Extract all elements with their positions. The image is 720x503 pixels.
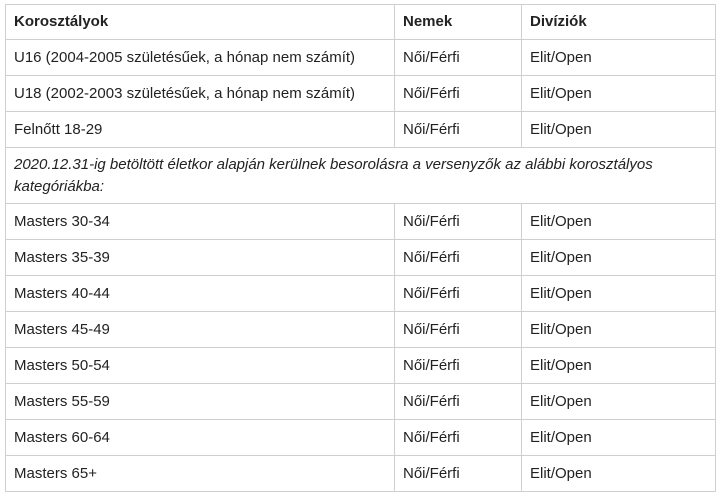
division-cell: Elit/Open xyxy=(522,204,716,240)
gender-cell: Női/Férfi xyxy=(395,240,522,276)
table-row xyxy=(6,276,716,312)
division-cell: Elit/Open xyxy=(522,348,716,384)
age-group-cell: U18 (2002-2003 születésűek, a hónap nem számít) xyxy=(6,76,395,112)
gender-cell: Női/Férfi xyxy=(395,456,522,492)
gender-cell: Női/Férfi xyxy=(395,276,522,312)
age-group-cell: Felnőtt 18-29 xyxy=(6,112,395,148)
table-row xyxy=(6,384,716,420)
header-genders: Nemek xyxy=(395,5,522,40)
table-row xyxy=(6,204,716,240)
gender-cell: Női/Férfi xyxy=(395,112,522,148)
gender-cell: Női/Férfi xyxy=(395,384,522,420)
division-cell: Elit/Open xyxy=(522,456,716,492)
age-group-cell: Masters 55-59 xyxy=(6,384,395,420)
division-cell: Elit/Open xyxy=(522,384,716,420)
age-category-table xyxy=(5,4,716,492)
gender-cell: Női/Férfi xyxy=(395,420,522,456)
division-cell: Elit/Open xyxy=(522,112,716,148)
division-cell: Elit/Open xyxy=(522,276,716,312)
age-group-cell: Masters 65+ xyxy=(6,456,395,492)
gender-cell: Női/Férfi xyxy=(395,312,522,348)
table-row xyxy=(6,312,716,348)
table-row xyxy=(6,240,716,276)
note-row xyxy=(6,148,716,204)
age-group-cell: Masters 50-54 xyxy=(6,348,395,384)
table-row xyxy=(6,76,716,112)
gender-cell: Női/Férfi xyxy=(395,348,522,384)
table-header-row xyxy=(6,5,716,40)
age-group-cell: Masters 35-39 xyxy=(6,240,395,276)
age-group-cell: Masters 40-44 xyxy=(6,276,395,312)
gender-cell: Női/Férfi xyxy=(395,204,522,240)
division-cell: Elit/Open xyxy=(522,76,716,112)
table-row xyxy=(6,348,716,384)
age-group-cell: Masters 60-64 xyxy=(6,420,395,456)
gender-cell: Női/Férfi xyxy=(395,76,522,112)
header-age-groups: Korosztályok xyxy=(6,5,395,40)
table-row xyxy=(6,40,716,76)
age-group-cell: Masters 30-34 xyxy=(6,204,395,240)
table-row xyxy=(6,112,716,148)
age-note-text: 2020.12.31-ig betöltött életkor alapján kerülnek besorolásra a versenyzők az alábbi korosztályos kategóriákba: xyxy=(6,148,716,204)
header-divisions: Divíziók xyxy=(522,5,716,40)
division-cell: Elit/Open xyxy=(522,240,716,276)
age-category-table-container xyxy=(5,4,715,492)
division-cell: Elit/Open xyxy=(522,312,716,348)
age-group-cell: U16 (2004-2005 születésűek, a hónap nem számít) xyxy=(6,40,395,76)
gender-cell: Női/Férfi xyxy=(395,40,522,76)
division-cell: Elit/Open xyxy=(522,40,716,76)
age-group-cell: Masters 45-49 xyxy=(6,312,395,348)
table-row xyxy=(6,420,716,456)
division-cell: Elit/Open xyxy=(522,420,716,456)
table-row xyxy=(6,456,716,492)
